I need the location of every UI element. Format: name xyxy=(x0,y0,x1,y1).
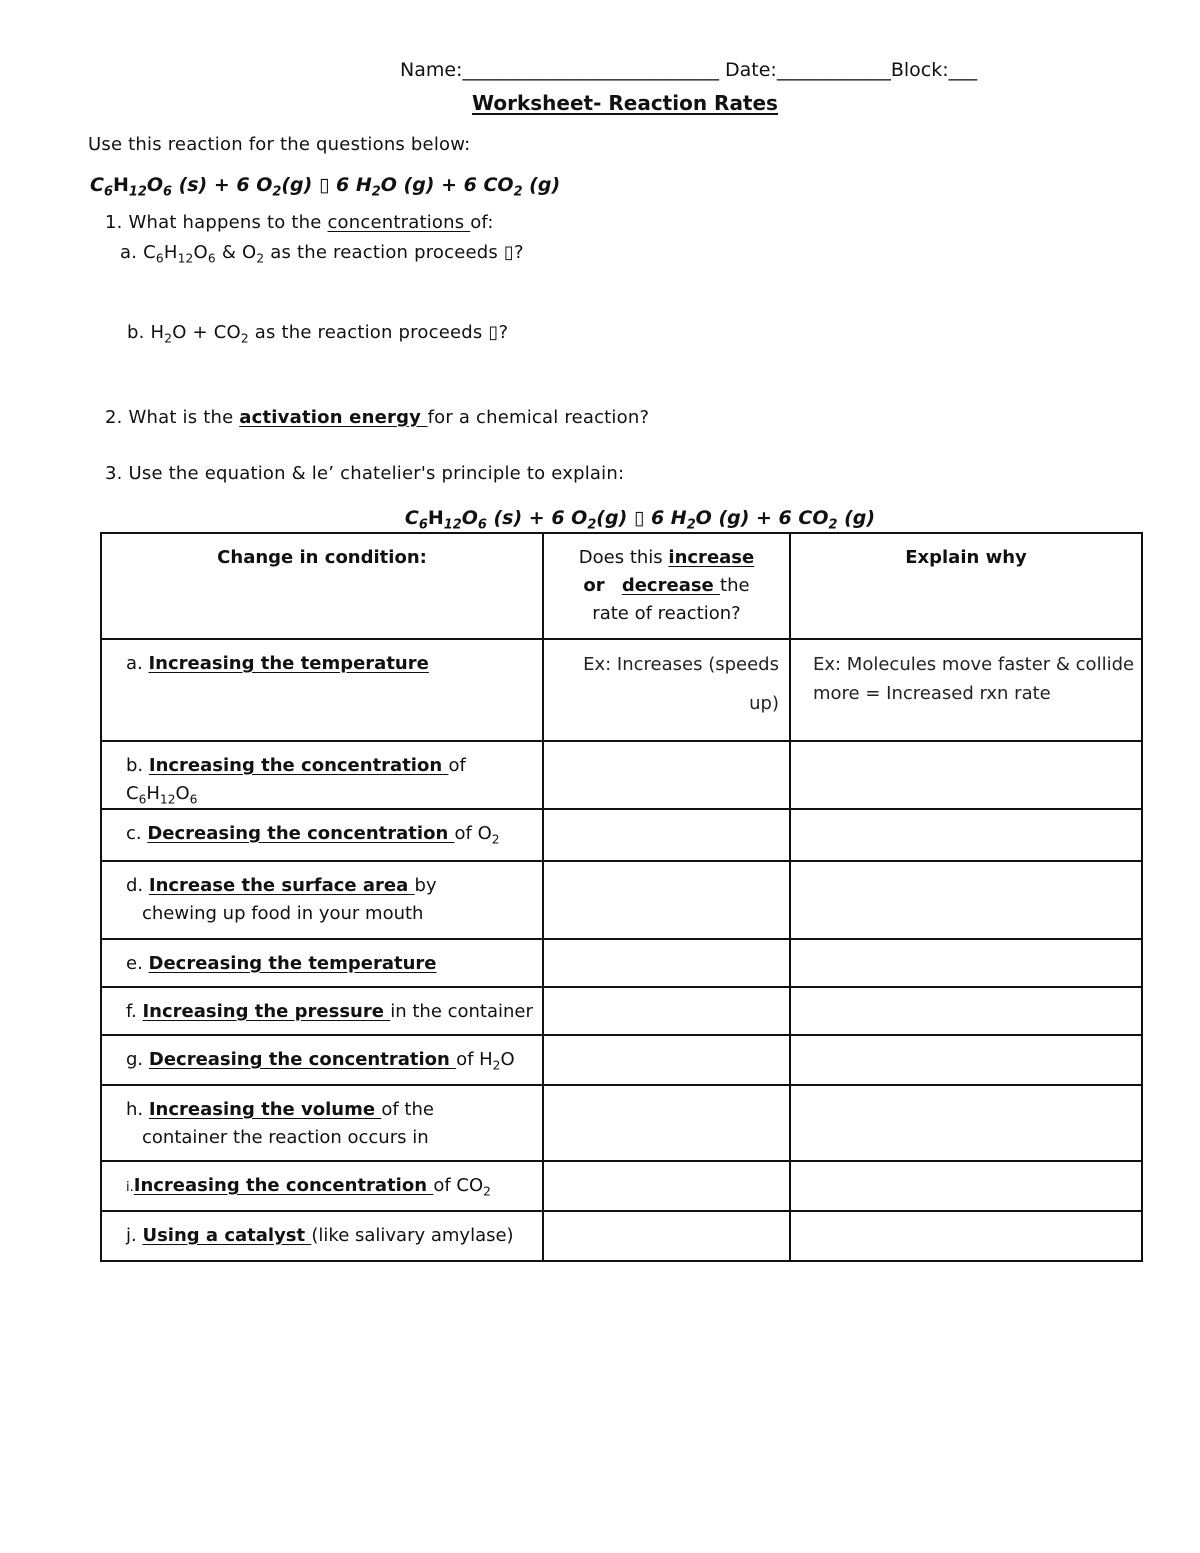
conditions-table xyxy=(100,532,1143,1262)
table-row xyxy=(101,639,1142,741)
block-label: Block: xyxy=(890,59,949,81)
condition-cell: c. Decreasing the concentration of $O_2$ xyxy=(101,809,543,861)
question-3: 3. Use the equation & le’ chatelier's principle to explain: xyxy=(105,463,625,484)
explain-cell[interactable] xyxy=(790,1211,1142,1261)
explain-cell[interactable] xyxy=(790,939,1142,987)
header-increase-or-decrease: Does this increase or decrease the rate of reaction? xyxy=(543,533,790,639)
rate-cell[interactable] xyxy=(543,987,790,1035)
condition-cell: f. Increasing the pressure in the container xyxy=(101,987,543,1035)
header-fields xyxy=(400,59,977,81)
question-1b: b. $H_2O + CO_2$ as the reaction proceeds ▯? xyxy=(127,322,509,346)
rate-cell[interactable] xyxy=(543,1085,790,1161)
table-row xyxy=(101,809,1142,861)
condition-cell: h. Increasing the volume of the container the reaction occurs in xyxy=(101,1085,543,1161)
table-row xyxy=(101,1211,1142,1261)
question-2: 2. What is the activation energy for a chemical reaction? xyxy=(105,407,650,428)
table-row xyxy=(101,1035,1142,1085)
explain-cell[interactable] xyxy=(790,1085,1142,1161)
rate-cell[interactable] xyxy=(543,809,790,861)
explain-cell[interactable] xyxy=(790,809,1142,861)
rate-cell[interactable] xyxy=(543,939,790,987)
rate-cell[interactable] xyxy=(543,1161,790,1211)
condition-cell: j. Using a catalyst (like salivary amylase) xyxy=(101,1211,543,1261)
table-row xyxy=(101,987,1142,1035)
explain-cell[interactable]: Ex: Molecules move faster & collide more = Increased rxn rate xyxy=(790,639,1142,741)
condition-cell: e. Decreasing the temperature xyxy=(101,939,543,987)
condition-cell: i.Increasing the concentration of $CO_2$ xyxy=(101,1161,543,1211)
table-row xyxy=(101,1161,1142,1211)
question-1a: a. $C_6H_{12}O_6$ & $O_2$ as the reaction proceeds ▯? xyxy=(120,242,524,266)
table-row xyxy=(101,741,1142,809)
table-row xyxy=(101,861,1142,939)
header-explain-why: Explain why xyxy=(790,533,1142,639)
condition-cell: b. Increasing the concentration of $C_6H_{12}O_6$ xyxy=(101,741,543,809)
rate-cell[interactable] xyxy=(543,1211,790,1261)
reaction-equation: $C_6H_{12}O_6$ (s) + 6 $O_2(g)$ ▯ 6 $H_2O$ (g) + 6 $CO_2$ (g) xyxy=(90,174,561,200)
name-blank[interactable]: ___________________________ xyxy=(462,59,719,81)
condition-cell: a. Increasing the temperature xyxy=(101,639,543,741)
explain-cell[interactable] xyxy=(790,741,1142,809)
worksheet-title: Worksheet- Reaction Rates xyxy=(472,91,778,115)
condition-cell: d. Increase the surface area by chewing up food in your mouth xyxy=(101,861,543,939)
explain-cell[interactable] xyxy=(790,1161,1142,1211)
table-row xyxy=(101,1085,1142,1161)
date-label: Date: xyxy=(725,59,777,81)
block-blank[interactable]: ___ xyxy=(948,59,978,81)
reaction-equation-table: $C_6H_{12}O_6$ (s) + 6 $O_2(g)$ ▯ 6 $H_2O$ (g) + 6 $CO_2$ (g) xyxy=(404,507,876,533)
explain-cell[interactable] xyxy=(790,1035,1142,1085)
intro-text: Use this reaction for the questions below: xyxy=(88,134,471,155)
explain-cell[interactable] xyxy=(790,861,1142,939)
question-1: 1. What happens to the concentrations of: xyxy=(105,212,494,233)
header-change-in-condition: Change in condition: xyxy=(101,533,543,639)
rate-cell[interactable]: Ex: Increases (speeds up) xyxy=(543,639,790,741)
condition-cell: g. Decreasing the concentration of $H_2O$ xyxy=(101,1035,543,1085)
rate-cell[interactable] xyxy=(543,861,790,939)
name-label: Name: xyxy=(400,59,463,81)
rate-cell[interactable] xyxy=(543,741,790,809)
table-row xyxy=(101,939,1142,987)
rate-cell[interactable] xyxy=(543,1035,790,1085)
date-blank[interactable]: ____________ xyxy=(776,59,891,81)
table-header-row xyxy=(101,533,1142,639)
explain-cell[interactable] xyxy=(790,987,1142,1035)
